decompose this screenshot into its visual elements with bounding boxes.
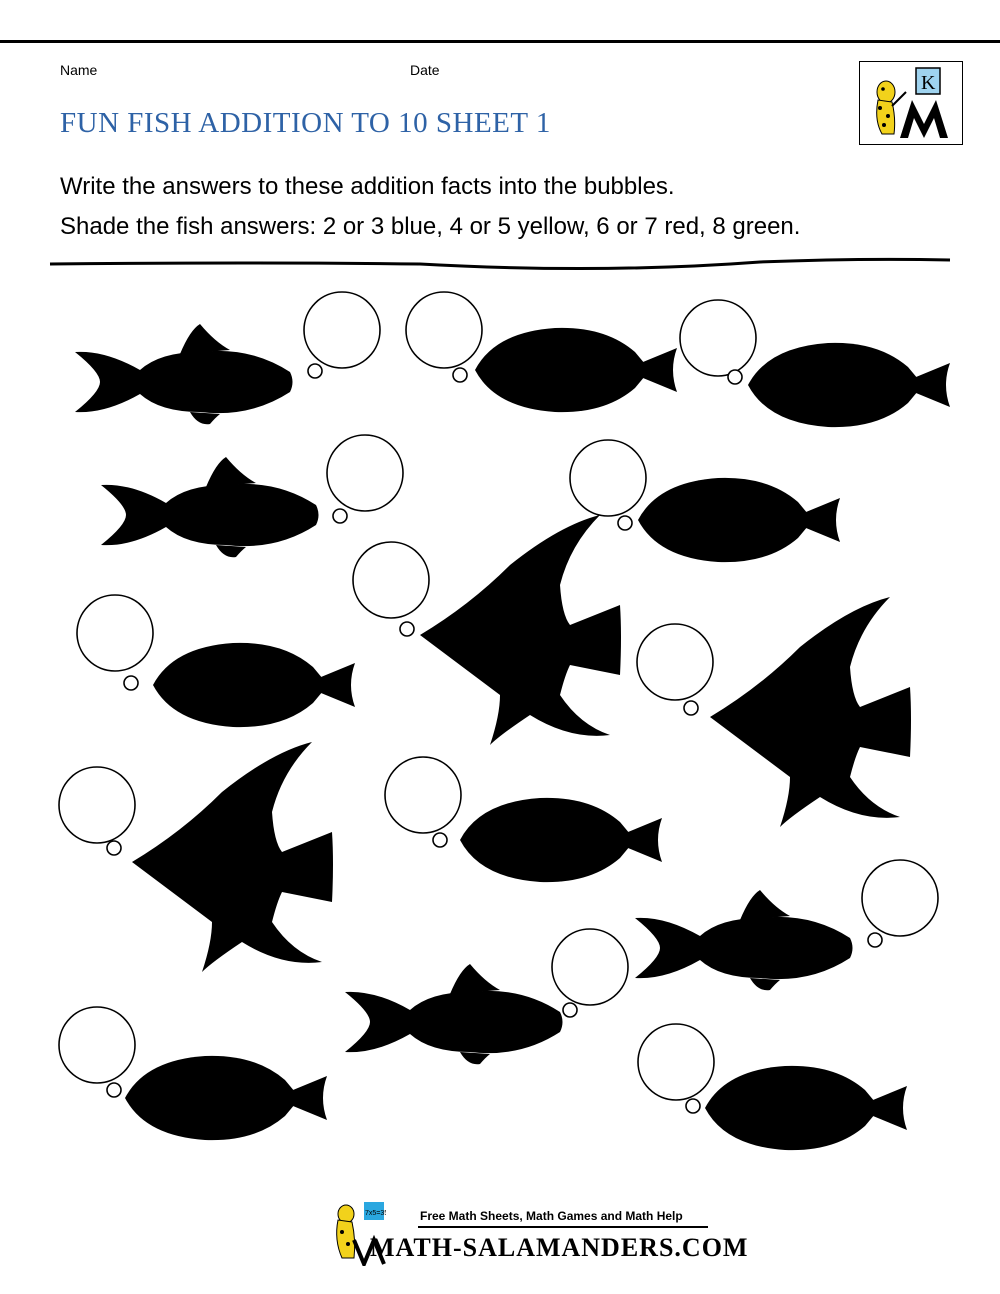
goldfish-12 (345, 964, 563, 1064)
answer-bubble-14 (638, 1024, 714, 1100)
answer-bubble-8 (637, 624, 713, 700)
instruction-line-1: Write the answers to these addition facts into the bubbles. (60, 173, 675, 200)
water-line (50, 259, 950, 268)
problem-8: 1 + 4 (761, 703, 819, 731)
problem-12: 3 + 5 (453, 1018, 511, 1046)
name-label: Name (60, 62, 98, 78)
problem-14: 2 + 5 (763, 1098, 821, 1126)
answer-bubble-13 (59, 1007, 135, 1083)
answer-bubble-12 (552, 929, 628, 1005)
answer-bubble-5 (570, 440, 646, 516)
answer-bubble-4 (327, 435, 403, 511)
problem-10: 3 + 3 (519, 829, 577, 857)
problem-9: 7 + 1 (184, 849, 242, 877)
footer-brand[interactable]: MATH-SALAMANDERS.COM (370, 1233, 749, 1262)
answer-bubble-3 (680, 300, 756, 376)
goldfish-4 (101, 457, 319, 557)
problem-4: 0 + 2 (207, 510, 265, 538)
problem-1: 1 + 2 (183, 369, 241, 397)
problem-7: 5 + 2 (208, 676, 266, 704)
answer-bubble-7 (77, 595, 153, 671)
date-label: Date (410, 62, 440, 78)
answer-bubble-11 (862, 860, 938, 936)
problem-11: 4 + 4 (735, 941, 793, 969)
problem-13: 6 + 2 (185, 1080, 243, 1108)
footer-rule (418, 1226, 708, 1228)
footer-tagline: Free Math Sheets, Math Games and Math Help (420, 1209, 683, 1223)
problem-6: 2 + 3 (478, 618, 536, 646)
answer-bubble-1 (304, 292, 380, 368)
problem-2: 3 + 1 (537, 355, 595, 383)
answer-bubble-6 (353, 542, 429, 618)
problem-3: 4 + 2 (809, 377, 867, 405)
answer-bubble-9 (59, 767, 135, 843)
answer-bubble-2 (406, 292, 482, 368)
footer-badge: 7x5=35 (365, 1210, 386, 1217)
problem-5: 5 + 1 (697, 512, 755, 540)
logo-letter: K (921, 72, 936, 94)
page-title: FUN FISH ADDITION TO 10 SHEET 1 (60, 107, 551, 139)
answer-bubble-10 (385, 757, 461, 833)
instruction-line-2: Shade the fish answers: 2 or 3 blue, 4 or 5 yellow, 6 or 7 red, 8 green. (60, 213, 801, 240)
